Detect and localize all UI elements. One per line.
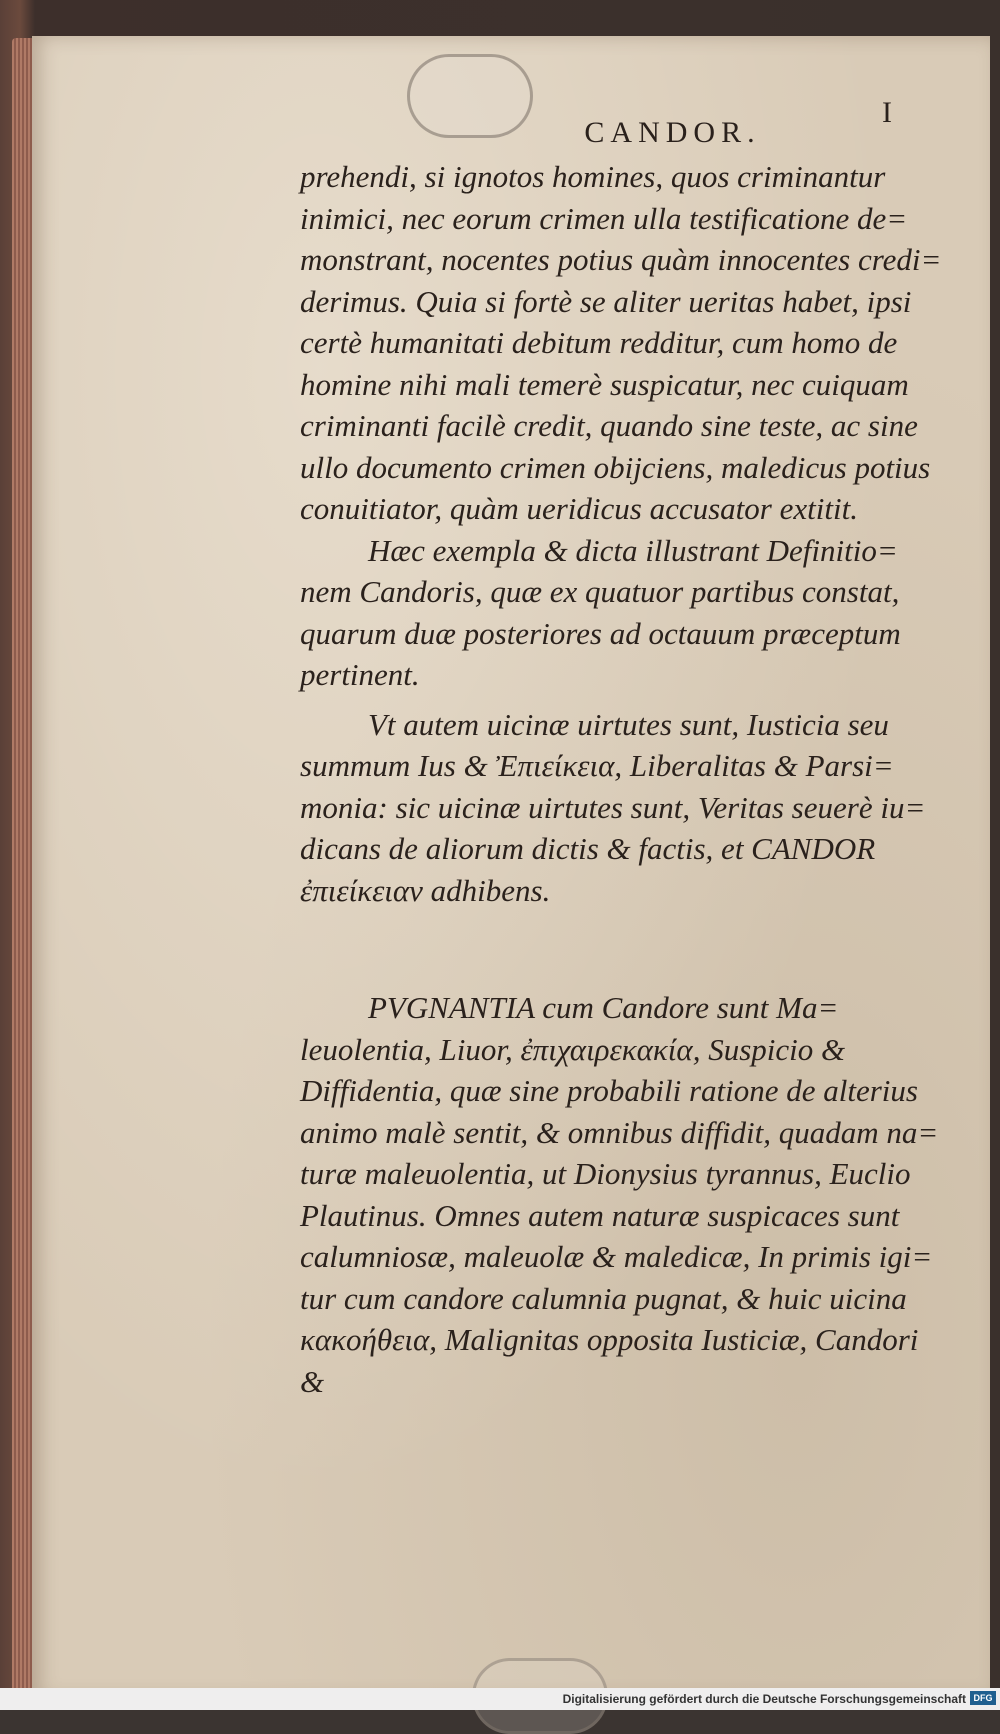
text-line: & (300, 1363, 325, 1399)
text-line: conuitiator, quàm ueridicus accusator extitit. (300, 491, 858, 526)
text-lines (300, 156, 985, 1402)
text-block (300, 116, 985, 1402)
text-line: derimus. Quia si fortè se aliter ueritas habet, ipsi (300, 283, 912, 319)
text-line: ullo documento crimen obijciens, maledicus potius (300, 449, 931, 485)
footer-credit: Digitalisierung gefördert durch die Deutsche Forschungsgemeinschaft (562, 1692, 966, 1706)
text-line: leuolentia, Liuor, ἐπιχαιρεκακία, Suspicio & (300, 1031, 846, 1067)
text-line: monstrant, nocentes potius quàm innocentes credi= (300, 242, 942, 277)
text-line: prehendi, si ignotos homines, quos criminantur (300, 159, 886, 194)
text-line: ἐπιείκειαν adhibens. (300, 872, 551, 908)
text-line: inimici, nec eorum crimen ulla testificatione de= (300, 200, 908, 236)
text-line: Diffidentia, quæ sine probabili ratione de alterius (300, 1073, 918, 1108)
running-head: CANDOR. (584, 116, 761, 149)
text-line: monia: sic uicinæ uirtutes sunt, Veritas seuerè iu= (300, 789, 926, 825)
text-line: Hæc exempla & dicta illustrant Definitio= (368, 532, 898, 568)
paragraph-gap (300, 911, 985, 987)
text-line: dicans de aliorum dictis & factis, et CANDOR (300, 831, 876, 866)
text-line: pertinent. (300, 657, 420, 692)
text-line: PVGNANTIA cum Candore sunt Ma= (368, 990, 839, 1025)
text-line: Plautinus. Omnes autem naturæ suspicaces sunt (300, 1197, 900, 1233)
text-line: turæ maleuolentia, ut Dionysius tyrannus, Euclio (300, 1156, 911, 1191)
dfg-logo: DFG (970, 1691, 996, 1705)
text-line: criminanti facilè credit, quando sine teste, ac sine (300, 408, 918, 443)
folio-mark: I (882, 96, 892, 129)
text-line: animo malè sentit, & omnibus diffidit, quadam na= (300, 1114, 939, 1150)
text-line: quarum duæ posteriores ad octauum præceptum (300, 615, 901, 651)
text-line: calumniosæ, maleuolæ & maledicæ, In primis igi= (300, 1239, 933, 1274)
text-line: nem Candoris, quæ ex quatuor partibus constat, (300, 574, 900, 609)
text-line: summum Ius & Ἐπιείκεια, Liberalitas & Parsi= (300, 748, 894, 783)
text-line: tur cum candore calumnia pugnat, & huic uicina (300, 1280, 907, 1316)
text-line: homine nihi mali temerè suspicatur, nec cuiquam (300, 366, 909, 402)
text-line: κακοήθεια, Malignitas opposita Iusticiæ, Candori (300, 1322, 919, 1357)
footer-bar (0, 1688, 1000, 1710)
paragraph-gap (300, 696, 985, 704)
text-line: certè humanitati debitum redditur, cum homo de (300, 325, 898, 360)
text-line: Vt autem uicinæ uirtutes sunt, Iusticia seu (368, 706, 889, 742)
